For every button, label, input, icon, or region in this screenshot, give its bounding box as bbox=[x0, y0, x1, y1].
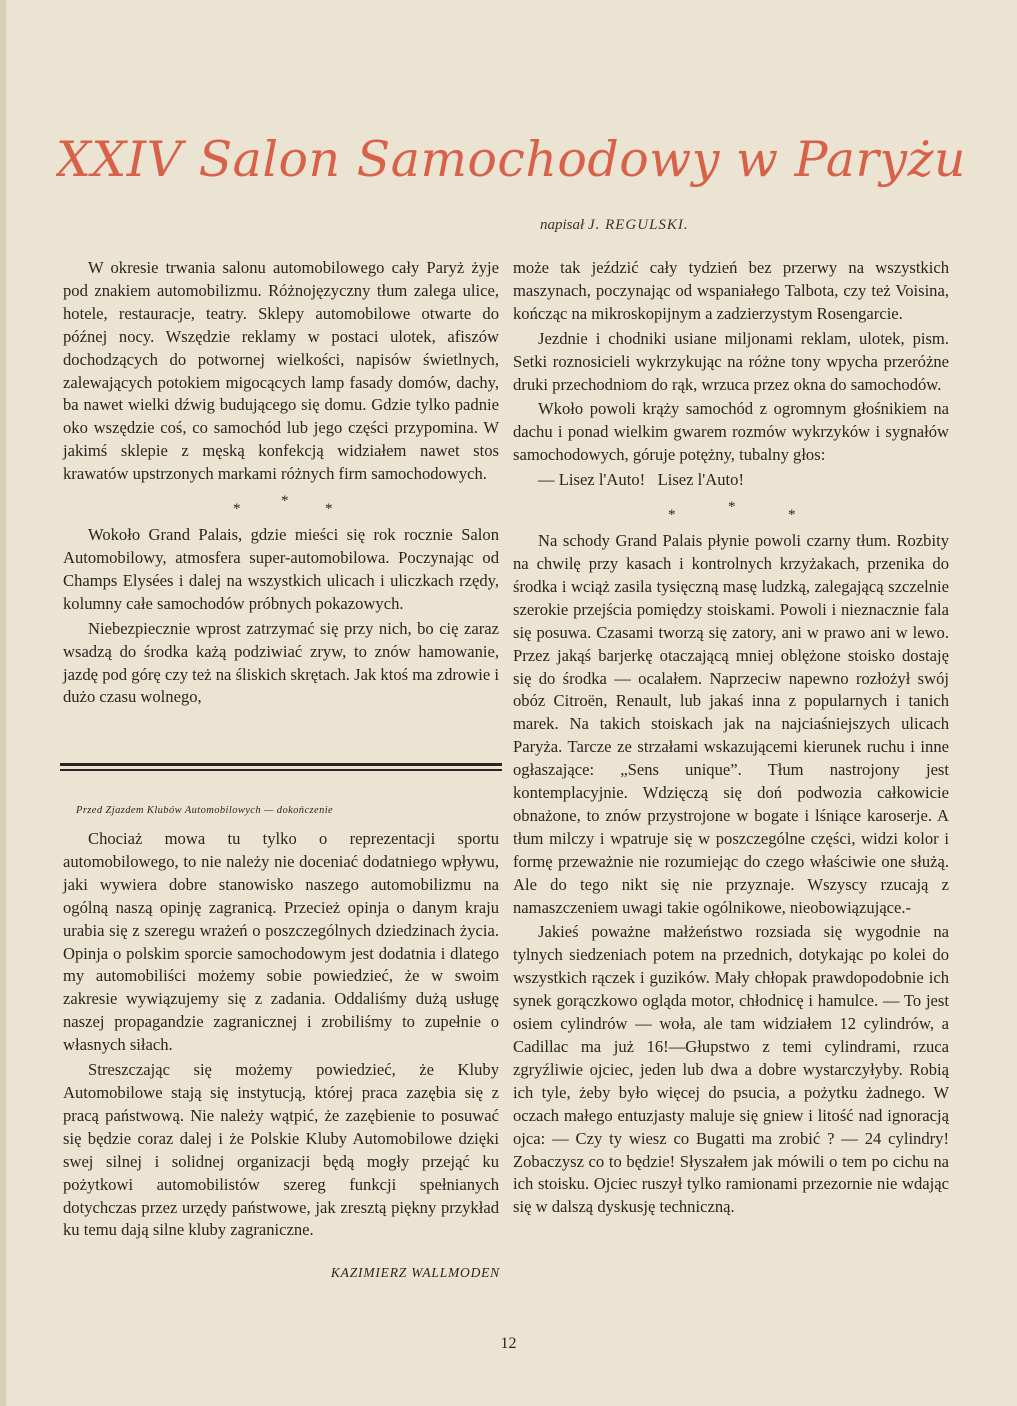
separator-star: * bbox=[325, 501, 333, 518]
paragraph: Jezdnie i chodniki usiane miljonami reklam, ulotek, pism. Setki roznosicieli wykrzykując na różne tony wpycha przeróżne druki przechodniom do rąk, wrzuca przez okna do samochodów. bbox=[513, 328, 949, 394]
paragraph: Wkoło powoli krąży samochód z ogromnym głośnikiem na dachu i ponad wielkim gwarem rozmów wykrzyków i sygnałów samochodowych, góruje potężny, tubalny głos: bbox=[513, 399, 949, 465]
separator-star: * bbox=[668, 507, 676, 524]
thick-rule bbox=[60, 763, 502, 771]
paragraph: Niebezpiecznie wprost zatrzymać się przy nich, bo cię zaraz wsadzą do środka każą podziwiać zryw, to znów hamowanie, jazdę pod górę czy też na śliskich skrętach. Jak ktoś ma zdrowie i dużo czasu wolnego, bbox=[63, 618, 499, 707]
signature: KAZIMIERZ WALLMODEN bbox=[330, 1265, 500, 1280]
page-edge bbox=[0, 0, 6, 1406]
paragraph: Jakieś poważne małżeństwo rozsiada się wygodnie na tylnych siedzeniach potem na przednich, dotykając po kolei do wszystkich rączek i guzików. Mały chłopak prawdopodobnie ich synek gorączkowo ogląda motor, chłodnicę i hamulce. — To jest osiem cylindrów — woła, ale tam widziałem 12 cylindrów, a Cadillac ma już 16!—Głupstwo z temi cylindrami, rzuca zgryźliwie ojciec, jeden lub dwa a dobre wystarczyłyby. Robią ich tyle, żeby było więcej do psucia, a pożytku żadnego. W oczach małego entuzjasty maluje się gniew i litość nad ignoracją ojca: — Czy ty wiesz co Bugatti ma zrobić ? — 24 cylindry! Zobaczysz co to będzie! Słyszałem jak mówili o tem po cichu na ich stoisku. Ojciec ruszył tylko ramionami przezornie nie wdając się w dalszą dyskusję techniczną. bbox=[513, 922, 949, 1217]
left-column-top bbox=[63, 257, 499, 709]
separator-star: * bbox=[233, 501, 241, 518]
separator-star: * bbox=[788, 507, 796, 524]
paragraph: Streszczając się możemy powiedzieć, że Kluby Automobilowe stają się instytucją, której praca zazębia się z pracą państwową. Nie należy wątpić, że zazębienie to posuwać się będzie coraz dalej i że Polskie Kluby Automobilowe dzięki swej silnej i solidnej organizacji będą mogły przejąć ku pożytkowi automobilistów szereg funkcji spełnianych dotychczas przez urzędy państwowe, jak zresztą piękny przykład ku temu dają silne kluby zagraniczne. bbox=[63, 1060, 499, 1240]
paragraph: Wokoło Grand Palais, gdzie mieści się rok rocznie Salon Automobilowy, atmosfera super-automobilowa. Poczynając od Champs Elysées i dalej na wszystkich ulicach i uliczkach rzędy, kolumny całe samochodów próbnych pokazowych. bbox=[63, 525, 499, 613]
quote-line: — Lisez l'Auto! Lisez l'Auto! bbox=[538, 470, 744, 490]
paragraph: Na schody Grand Palais płynie powoli czarny tłum. Rozbity na chwilę przy kasach i kontrolnych krzyżakach, przenika do środka i wciąż zasila tysięczną masę ludzką, zalegającą szczelnie szerokie przejścia pomiędzy stoiskami. Powoli i nieznacznie fala się posuwa. Czasami tworzą się zatory, ani w prawo ani w lewo. Przez jakąś barjerkę otaczającą mniej oblężone stoisko dostaję się do środka — ocalałem. Naprzeciw napewno rozłożył swój obóz Citroën, Renault, lub jakaś inna z popularnych i tanich marek. Na takich stoiskach jak na najciaśniejszych ulicach Paryża. Tarcze ze strzałami wskazującemi kierunek ruchu i inne ogłaszające: „Sens unique”. Tłum nastrojony jest kontemplacyjnie. Wdzięczą się doń podwozia całkowicie obnażone, to znów przystrojone w bogate i lśniące karoserje. A tłum milczy i wpatruje się w poszczególne części, widzi kolor i formę przeważnie nie rozumiejąc do czego właściwie one służą. Ale do tego nikt się nie przyznaje. Wszyscy rzucają z namaszczeniem uwagi takie ogólnikowe, nieobowiązujące.- bbox=[513, 531, 949, 917]
paragraph: Chociaż mowa tu tylko o reprezentacji sportu automobilowego, to nie należy nie doceniać dodatniego wpływu, jaki wywiera dobre stanowisko naszego automobilizmu na ogólną naszą opinję zagranicą. Przecież opinja o danym kraju urabia się z szeregu wrażeń o poszczególnych dziedzinach życia. Opinja o polskim sporcie samochodowym jest dodatnia i dlatego my automobiliści możemy sobie powiedzieć, że w swoim zakresie wywiązujemy się z zadania. Oddaliśmy dużą usługę naszej propagandzie zagranicznej i zrobiliśmy to zupełnie o własnych siłach. bbox=[63, 829, 499, 1055]
byline-author: J. REGULSKI. bbox=[587, 217, 689, 233]
article-title: XXIV Salon Samochodowy w Paryżu bbox=[56, 131, 966, 188]
byline-prefix: napisał bbox=[540, 217, 585, 233]
section-separator bbox=[513, 492, 949, 530]
paragraph: W okresie trwania salonu automobilowego cały Paryż żyje pod znakiem automobilizmu. Różnojęzyczny tłum zalega ulice, hotele, restauracje, teatry. Sklepy automobilowe otwarte do późnej nocy. Wszędzie reklamy w postaci ulotek, afiszów dochodzących do potwornej wielkości, napisów świetlnych, zalewających potokiem migocących lamp fasady domów, dachy, ba nawet wielki dźwig budującego się domu. Gdzie tylko padnie oko wszędzie coś, co samochód lub jego części przypomina. W jakimś sklepie z męską konfekcją widziałem nawet stos krawatów upstrzonych markami różnych firm samochodowych. bbox=[63, 258, 499, 484]
paragraph: może tak jeździć cały tydzień bez przerwy na wszystkich maszynach, poczynając od wspaniałego Talbota, czy też Voisina, kończąc na mikroskopijnym a zadzierzystym Rosengarcie. bbox=[513, 258, 949, 323]
separator-star: * bbox=[281, 493, 289, 510]
page-number: 12 bbox=[500, 1335, 517, 1352]
left-column-bottom bbox=[63, 828, 499, 1242]
separator-star: * bbox=[728, 499, 736, 516]
section-caption: Przed Zjazdem Klubów Automobilowych — dokończenie bbox=[76, 805, 334, 816]
section-separator bbox=[63, 486, 499, 524]
byline bbox=[540, 217, 740, 234]
right-column bbox=[513, 257, 949, 1219]
